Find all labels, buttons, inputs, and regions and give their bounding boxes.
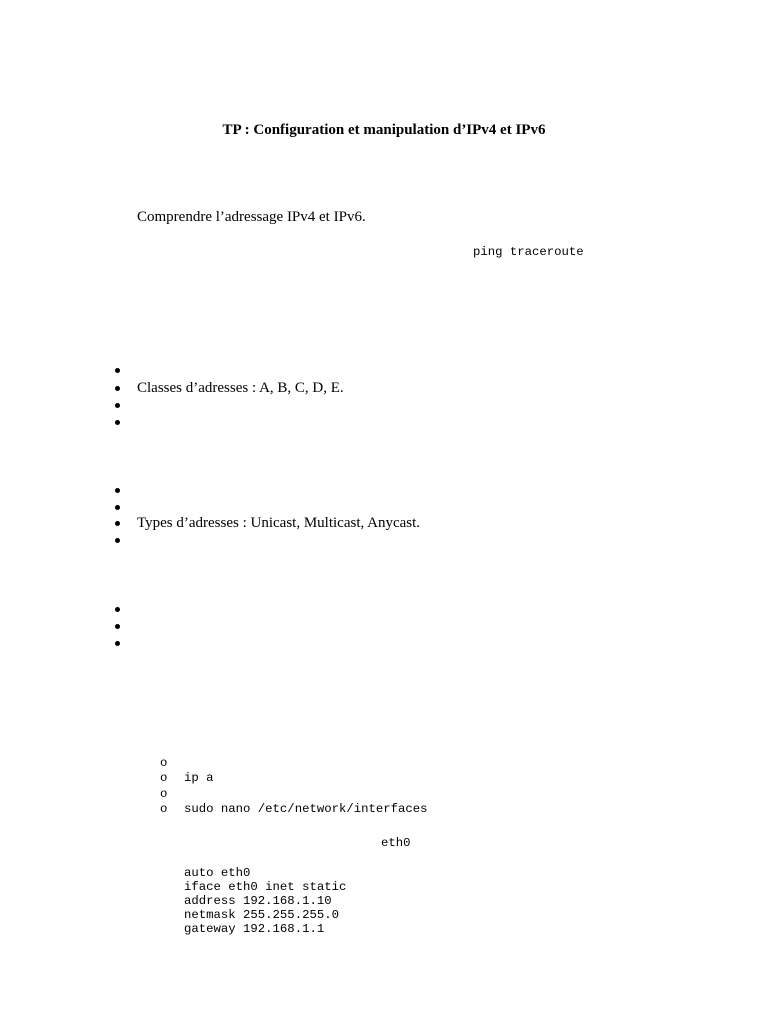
list-item: Types d’adresses : Unicast, Multicast, Anycast. xyxy=(137,515,421,531)
code-line: gateway 192.168.1.1 xyxy=(184,922,325,936)
list-item: Classes d’adresses : A, B, C, D, E. xyxy=(137,380,344,396)
sub-list-item: sudo nano /etc/network/interfaces xyxy=(184,802,428,816)
bullet-icon xyxy=(115,488,120,493)
bullet-icon xyxy=(115,403,120,408)
code-line: iface eth0 inet static xyxy=(184,880,347,894)
bullet-icon xyxy=(115,521,120,526)
tools-command-text: ping traceroute xyxy=(473,245,584,259)
interface-name-text: eth0 xyxy=(381,836,411,850)
bullet-icon xyxy=(115,505,120,510)
bullet-icon xyxy=(115,368,120,373)
objective-text: Comprendre l’adressage IPv4 et IPv6. xyxy=(137,209,366,225)
sub-list-item: ip a xyxy=(184,771,214,785)
sub-bullet-marker: o xyxy=(160,771,168,785)
bullet-icon xyxy=(115,420,120,425)
sub-bullet-marker: o xyxy=(160,802,168,816)
code-line: address 192.168.1.10 xyxy=(184,894,332,908)
bullet-icon xyxy=(115,607,120,612)
sub-bullet-marker: o xyxy=(160,787,168,801)
code-line: auto eth0 xyxy=(184,866,251,880)
bullet-icon xyxy=(115,641,120,646)
bullet-icon xyxy=(115,386,120,391)
code-line: netmask 255.255.255.0 xyxy=(184,908,339,922)
page-title: TP : Configuration et manipulation d’IPv4 et IPv6 xyxy=(222,122,546,138)
sub-bullet-marker: o xyxy=(160,756,168,770)
bullet-icon xyxy=(115,538,120,543)
bullet-icon xyxy=(115,624,120,629)
